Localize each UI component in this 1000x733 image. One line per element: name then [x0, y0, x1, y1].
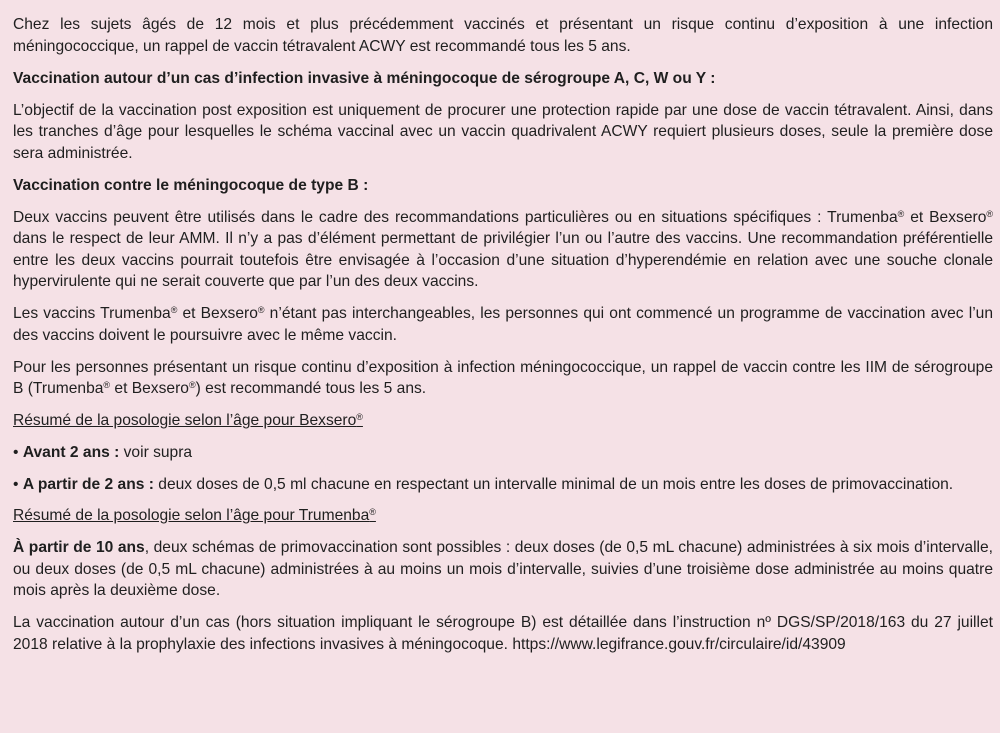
intro-paragraph: Chez les sujets âgés de 12 mois et plus précédemment vaccinés et présentant un risque continu d’exposition à une infection méningococcique, un rappel de vaccin tétravalent ACWY est recommandé tous les 5 ans.	[13, 16, 993, 55]
b2-text-a: Les vaccins Trumenba	[13, 305, 171, 322]
bullet-label: A partir de 2 ans :	[22, 475, 154, 493]
bullet-glyph: •	[13, 475, 19, 493]
heading-b-vaccination: Vaccination contre le méningocoque de type B :	[13, 176, 369, 194]
bullet-label: Avant 2 ans :	[22, 444, 120, 461]
b2-text-c: n’étant pas interchangeables, les personnes qui ont commencé un programme de vaccination avec l’un des vaccins doivent le poursuivre avec le même vaccin.	[13, 305, 994, 344]
b3-text-a: Pour les personnes présentant un risque continu d’exposition à infection méningococcique, un rappel de vaccin contre les IIM de sérogroupe B (Trumenba	[13, 358, 993, 397]
bullet-text: deux doses de 0,5 ml chacune en respectant un intervalle minimal de un mois entre les doses de primovaccination.	[153, 475, 954, 493]
heading-acwy-vaccination: Vaccination autour d’un cas d’infection invasive à méningocoque de sérogroupe A, C, W ou Y :	[13, 69, 716, 87]
bexsero-summary-title	[13, 410, 993, 432]
b1-text-c: dans le respect de leur AMM. Il n’y a pas d’élément permettant de privilégier l’un ou l’autre des vaccins. Une recommandation préférentielle entre les deux vaccins pourrait toutefois être envisagée à l’occasion d’une situation d’hyperendémie en relation avec une souche clonale hypervirulente qui ne serait couverte que par l’un des deux vaccins.	[13, 230, 993, 290]
registered-mark: ®	[356, 412, 363, 422]
b1-text-a: Deux vaccins peuvent être utilisés dans le cadre des recommandations particulières ou en situations spécifiques : Trumenba	[13, 208, 898, 226]
trumenba-title-text: Résumé de la posologie selon l’âge pour Trumenba	[13, 507, 370, 524]
registered-mark: ®	[897, 208, 905, 219]
trumenba-text: , deux schémas de primovaccination sont possibles : deux doses (de 0,5 mL chacune) administrées à six mois d’intervalle, ou deux doses (de 0,5 mL chacune) administrées à au moins un mois d’intervalle, suivies d’une troisième dose administrée au moins quatre mois après la deuxième dose.	[13, 539, 994, 599]
b1-text-b: et Bexsero	[904, 208, 987, 226]
final-text: La vaccination autour d’un cas (hors situation impliquant le sérogroupe B) est détaillée dans l’instruction nº DGS/SP/2018/163 du 27 juillet 2018 relative à la prophylaxie des infections invasives à méningocoque.	[13, 614, 993, 653]
registered-mark: ®	[257, 305, 265, 315]
bexsero-bullet-1	[13, 442, 993, 464]
b2-text-b: et Bexsero	[177, 305, 258, 322]
b-paragraph-3	[13, 357, 993, 400]
bullet-glyph: •	[13, 444, 19, 461]
bexsero-bullet-2	[13, 474, 993, 496]
legifrance-link[interactable]: https://www.legifrance.gouv.fr/circulaire/id/43909	[512, 635, 846, 653]
b3-text-c: ) est recommandé tous les 5 ans.	[195, 380, 427, 397]
b3-text-b: et Bexsero	[110, 380, 189, 397]
registered-mark: ®	[188, 380, 196, 390]
registered-mark: ®	[986, 208, 994, 219]
bullet-text: voir supra	[119, 444, 193, 461]
final-paragraph	[13, 612, 993, 655]
trumenba-label: À partir de 10 ans	[13, 539, 145, 556]
bexsero-title-text: Résumé de la posologie selon l’âge pour Bexsero	[13, 412, 357, 429]
b-paragraph-1	[13, 207, 993, 293]
acwy-paragraph: L’objectif de la vaccination post exposition est uniquement de procurer une protection rapide par une dose de vaccin tétravalent. Ainsi, dans les tranches d’âge pour lesquelles le schéma vaccinal avec un vaccin quadrivalent ACWY requiert plusieurs doses, seule la première dose sera administrée.	[13, 101, 993, 162]
b-paragraph-2	[13, 303, 993, 346]
trumenba-paragraph	[13, 537, 993, 602]
registered-mark: ®	[170, 305, 178, 315]
registered-mark: ®	[103, 380, 111, 390]
registered-mark: ®	[369, 507, 376, 517]
trumenba-summary-title	[13, 505, 993, 527]
